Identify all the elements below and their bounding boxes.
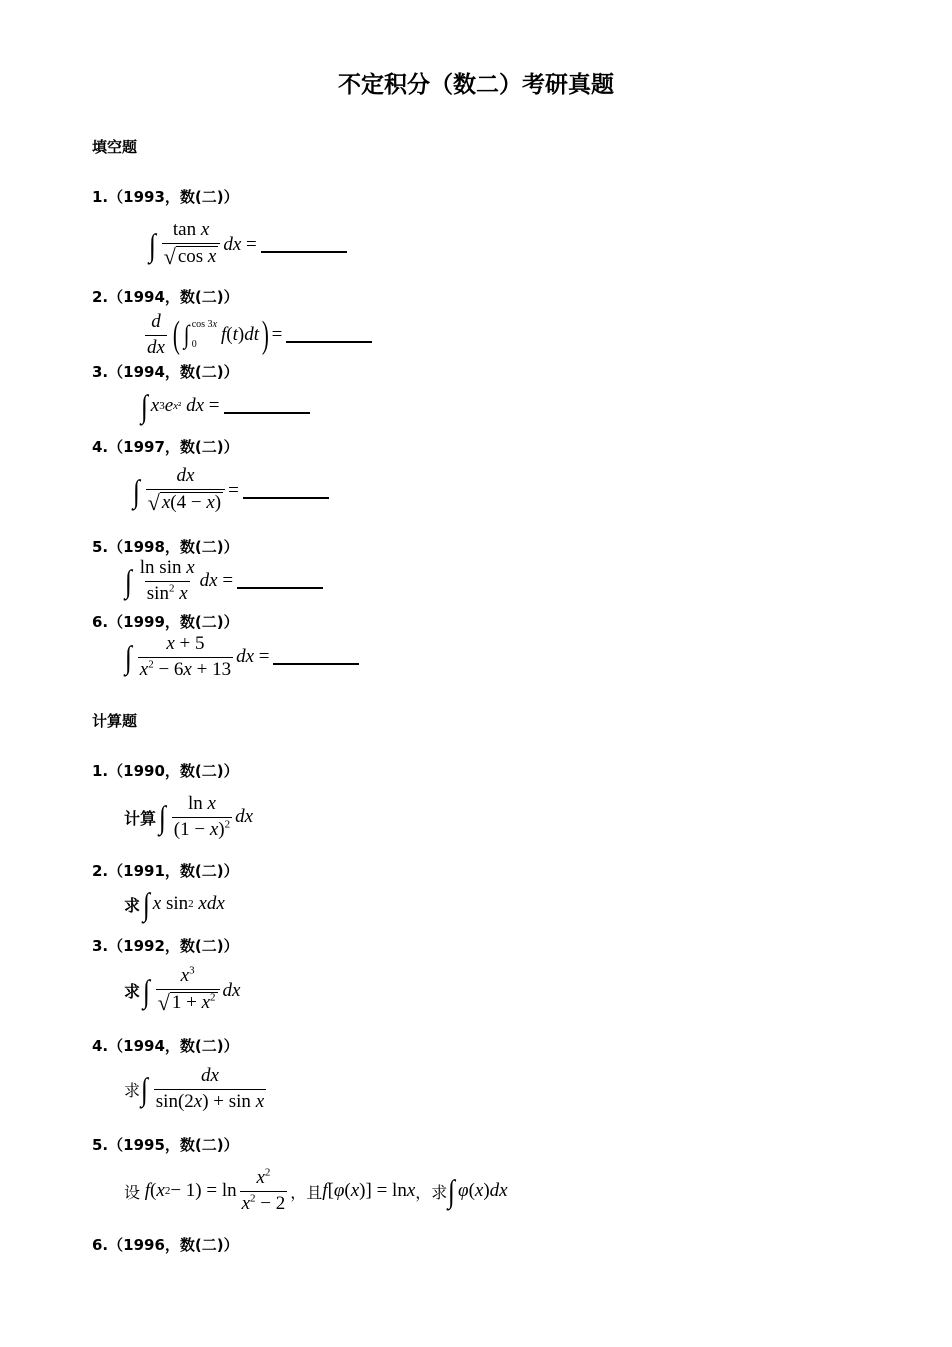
section-fill-in: 填空题 [92,138,138,156]
calc-question-3-formula: 求 ∫ $x^3$ √ $1 + x^2$ dx [124,964,241,1015]
calc-question-5-formula: 设 f ( x 2 − 1) = ln $\frac{x^2}{x^2 - 2}$ ，且 f [ φ ( x )] = ln x ，求 ∫ φ ( x ) dx [124,1166,508,1214]
fill-question-3-header: 3.（1994，数(二)） [92,363,239,381]
fill-question-2-header: 2.（1994，数(二)） [92,288,239,306]
answer-blank [286,327,372,343]
calc-question-5-header: 5.（1995，数(二)） [92,1136,239,1154]
calc-question-1-formula: 计算 ∫ $\frac{\text{ln x}}{(1 - x)^2}$ dx [124,793,254,840]
fill-question-5-formula: ∫ $\frac{\text{ln sin x}}{\sin^2 x}$ dx = [124,558,323,605]
calc-connector: ，求 [415,1182,448,1202]
answer-blank [224,398,310,414]
fill-question-3-formula: ∫ x 3 e x² dx = [140,390,310,422]
calc-prefix: 设 [124,1182,141,1202]
fill-question-4-formula: ∫ dx √ x(4 − x) = [132,466,329,516]
calc-question-4-formula: 求 ∫ $\frac{dx}{\text{sin(2x) + sin x}}$ [124,1065,265,1112]
fill-question-6-header: 6.（1999，数(二)） [92,613,239,631]
fill-question-4-header: 4.（1997，数(二)） [92,438,239,456]
page-title: 不定积分（数二）考研真题 [338,72,614,98]
calc-question-3-header: 3.（1992，数(二)） [92,937,239,955]
section-calculation: 计算题 [92,712,138,730]
calc-question-6-header: 6.（1996，数(二)） [92,1236,239,1254]
fill-question-1-header: 1.（1993，数(二)） [92,188,239,206]
fill-question-1-formula: ∫ tan x √ cos x dx = [148,220,347,270]
calc-question-1-header: 1.（1990，数(二)） [92,762,239,780]
calc-prefix: 计算 [124,808,157,828]
calc-question-2-header: 2.（1991，数(二)） [92,862,239,880]
fill-question-6-formula: ∫ $\frac{x + 5}{x^2 - 6x + 13}$ dx = [124,634,359,681]
calc-connector: ，且 [290,1182,323,1202]
calc-prefix: 求 [124,895,141,915]
answer-blank [237,573,323,589]
calc-prefix: 求 [124,982,141,1002]
fill-question-2-formula: $\frac{d}{dx}$ ( ∫ cos 3x 0 f ( t ) dt ) = [142,312,372,359]
calc-prefix: 求 [124,1080,141,1100]
answer-blank [243,483,329,499]
answer-blank [273,649,359,665]
calc-question-2-formula: 求 ∫ x sin 2 xdx [124,886,225,922]
fill-question-5-header: 5.（1998，数(二)） [92,538,239,556]
calc-question-4-header: 4.（1994，数(二)） [92,1037,239,1055]
answer-blank [261,237,347,253]
